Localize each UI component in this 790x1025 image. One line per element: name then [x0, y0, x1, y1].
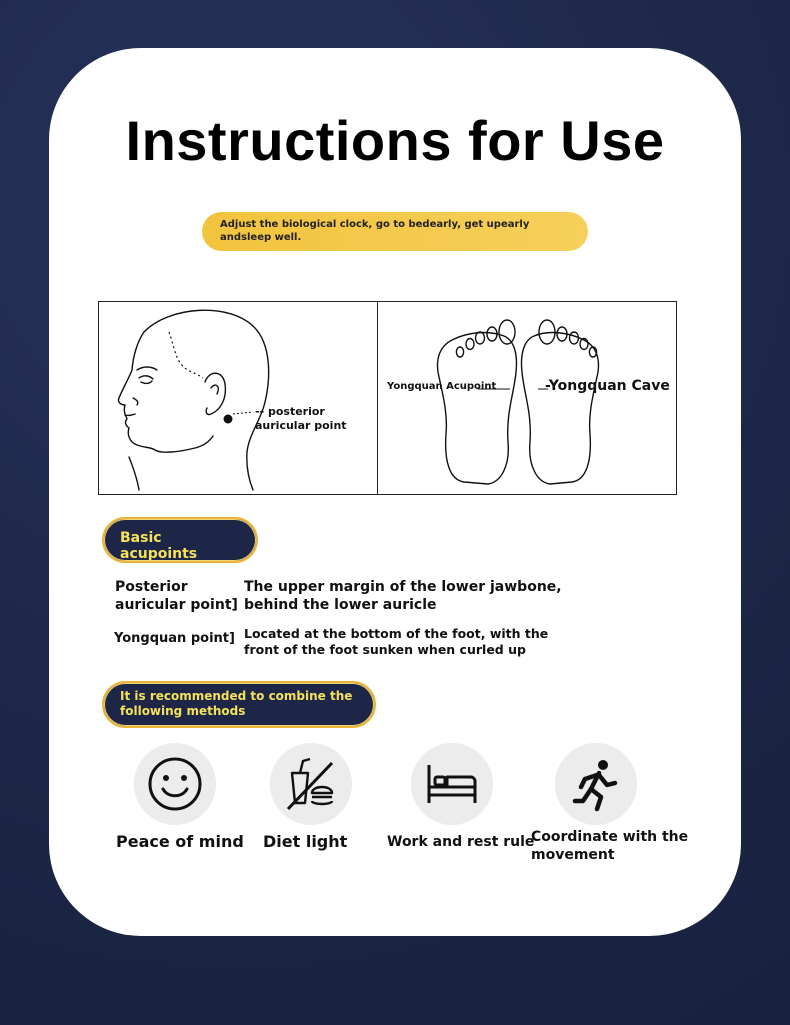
head-profile-illustration	[99, 302, 377, 496]
recommend-badge: It is recommended to combine the following methods	[102, 681, 376, 728]
tip-pill: Adjust the biological clock, go to bedearly, get upearly andsleep well.	[202, 212, 588, 251]
bed-icon	[411, 743, 493, 825]
row-key-yongquan: Yongquan point]	[114, 631, 235, 646]
diet-light-circle	[270, 743, 352, 825]
method-label-movement: Coordinate with the movement	[531, 829, 689, 863]
row-key-posterior: Posterior auricular point]	[115, 579, 238, 613]
movement-circle	[555, 743, 637, 825]
row-val-posterior: The upper margin of the lower jawbone, behind the lower auricle	[244, 579, 562, 613]
yongquan-cave-label: -Yongquan Cave	[545, 378, 670, 394]
page-title: Instructions for Use	[125, 109, 665, 172]
work-rest-circle	[411, 743, 493, 825]
peace-of-mind-circle	[134, 743, 216, 825]
basic-acupoints-badge: Basic acupoints	[102, 517, 258, 563]
method-label-diet: Diet light	[263, 832, 348, 851]
method-label-peace: Peace of mind	[116, 832, 244, 851]
no-junk-food-icon	[270, 743, 352, 825]
running-icon	[555, 743, 637, 825]
method-label-work-rest: Work and rest rule	[387, 834, 535, 850]
yongquan-acupoint-label: Yongquan Acupoint	[387, 381, 497, 392]
acupoint-diagram	[98, 301, 677, 495]
smiley-icon	[134, 743, 216, 825]
posterior-auricular-label: -- posterior auricular point	[255, 405, 347, 432]
feet-soles-illustration	[378, 302, 678, 496]
row-val-yongquan: Located at the bottom of the foot, with the front of the foot sunken when curled up	[244, 626, 549, 657]
